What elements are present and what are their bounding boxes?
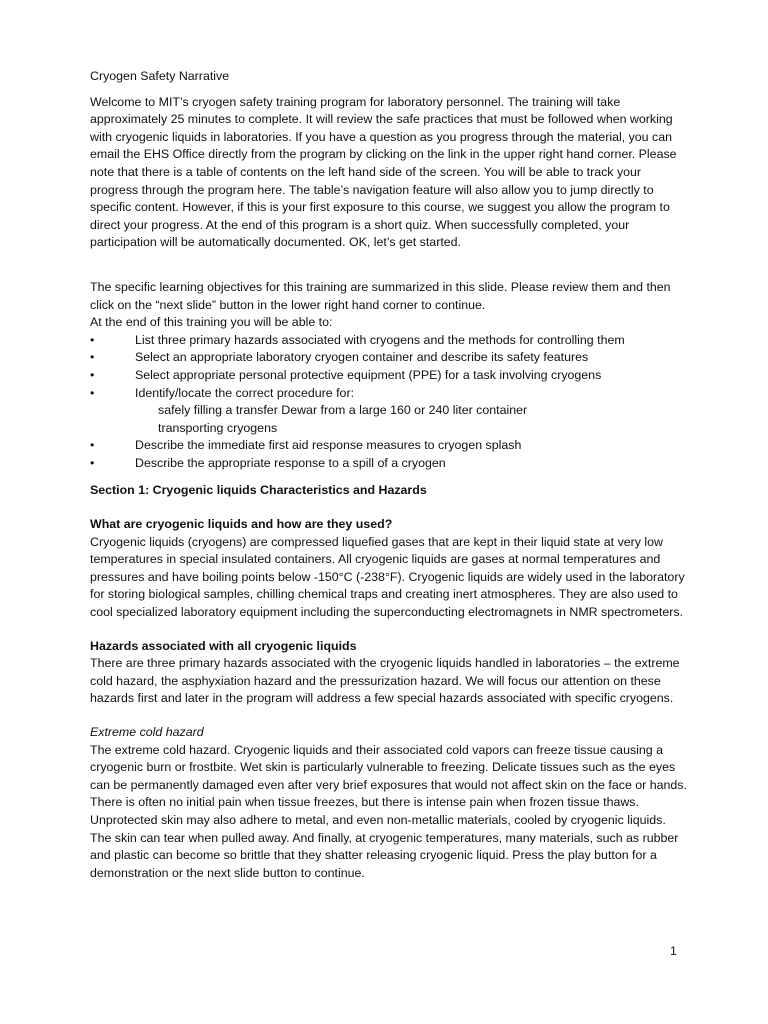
spacer: [90, 252, 690, 279]
spacer: [90, 622, 690, 638]
section-heading: Section 1: Cryogenic liquids Characteristics and Hazards: [90, 483, 427, 498]
subsection-heading: Hazards associated with all cryogenic liquids: [90, 638, 357, 653]
spacer: [90, 472, 690, 482]
objective-item: • Describe the immediate first aid response measures to cryogen splash: [90, 437, 690, 455]
page-number: 1: [670, 944, 677, 958]
procedure-item: transporting cryogens: [158, 420, 278, 435]
spacer: [90, 708, 690, 724]
objectives-list-continued: [90, 437, 690, 472]
objectives-list: [90, 332, 690, 402]
intro-paragraph: Welcome to MIT’s cryogen safety training program for laboratory personnel. The training will take approximately 25 minutes to complete. It will review the safe practices that must be followed when working with cryogenic liquids in laboratories. If you have a question as you progress through the material, you can email the EHS Office directly from the program by clicking on the link in the upper right hand corner. Please note that there is a table of contents on the left hand side of the screen. You will be able to track your progress through the program here. The table’s navigation feature will also allow you to jump directly to specific content. However, if this is your first exposure to this course, we suggest you allow the program to direct your progress. At the end of this program is a short quiz. When successfully completed, your participation will be automatically documented. OK, let’s get started.: [90, 94, 677, 250]
spacer: [90, 500, 690, 516]
what-paragraph: Cryogenic liquids (cryogens) are compressed liquefied gases that are kept in their liquid state at very low temperatures in special insulated containers. All cryogenic liquids are gases at normal temperatures and pressures and have boiling points below -150°C (-238°F). Cryogenic liquids are widely used in the laboratory for storing biological samples, chilling chemical traps and creating inert atmospheres. They are also used to cool specialized laboratory equipment including the superconducting electromagnets in NMR spectrometers.: [90, 534, 685, 620]
objectives-intro: The specific learning objectives for this training are summarized in this slide. Please review them and then click on the “next slide” button in the lower right hand corner to continue.: [90, 279, 671, 312]
subsection-heading: What are cryogenic liquids and how are they used?: [90, 517, 393, 532]
document-title: Cryogen Safety Narrative: [90, 69, 230, 83]
procedure-item: safely filling a transfer Dewar from a large 160 or 240 liter container: [158, 403, 528, 418]
objective-item: • Describe the appropriate response to a spill of a cryogen: [90, 455, 690, 473]
cold-hazard-paragraph: The extreme cold hazard. Cryogenic liquids and their associated cold vapors can freeze tissue causing a cryogenic burn or frostbite. Wet skin is particularly vulnerable to freezing. Delicate tissues such as the eyes can be permanently damaged even after very brief exposures that would not affect skin on the face or hands. There is often no initial pain when tissue freezes, but there is intense pain when frozen tissue thaws. Unprotected skin may also adhere to metal, and even non-metallic materials, cooled by cryogenic liquids. The skin can tear when pulled away. And finally, at cryogenic temperatures, many materials, such as rubber and plastic can become so brittle that they shatter releasing cryogenic liquid. Press the play button for a demonstration or the next slide button to continue.: [90, 742, 687, 880]
hazards-paragraph: There are three primary hazards associated with the cryogenic liquids handled in laboratories – the extreme cold hazard, the asphyxiation hazard and the pressurization hazard. We will focus our attention on these hazards first and later in the program will address a few special hazards associated with specific cryogens.: [90, 656, 680, 706]
objective-item: • Select appropriate personal protective equipment (PPE) for a task involving cryogens: [90, 367, 690, 385]
objective-item: • Select an appropriate laboratory cryogen container and describe its safety features: [90, 349, 690, 367]
objective-item: • List three primary hazards associated with cryogens and the methods for controlling them: [90, 332, 690, 350]
objective-item: • Identify/locate the correct procedure for:: [90, 385, 690, 403]
objectives-lead: At the end of this training you will be able to:: [90, 315, 333, 330]
subsection-heading-italic: Extreme cold hazard: [90, 725, 204, 739]
document-page: [90, 68, 690, 882]
